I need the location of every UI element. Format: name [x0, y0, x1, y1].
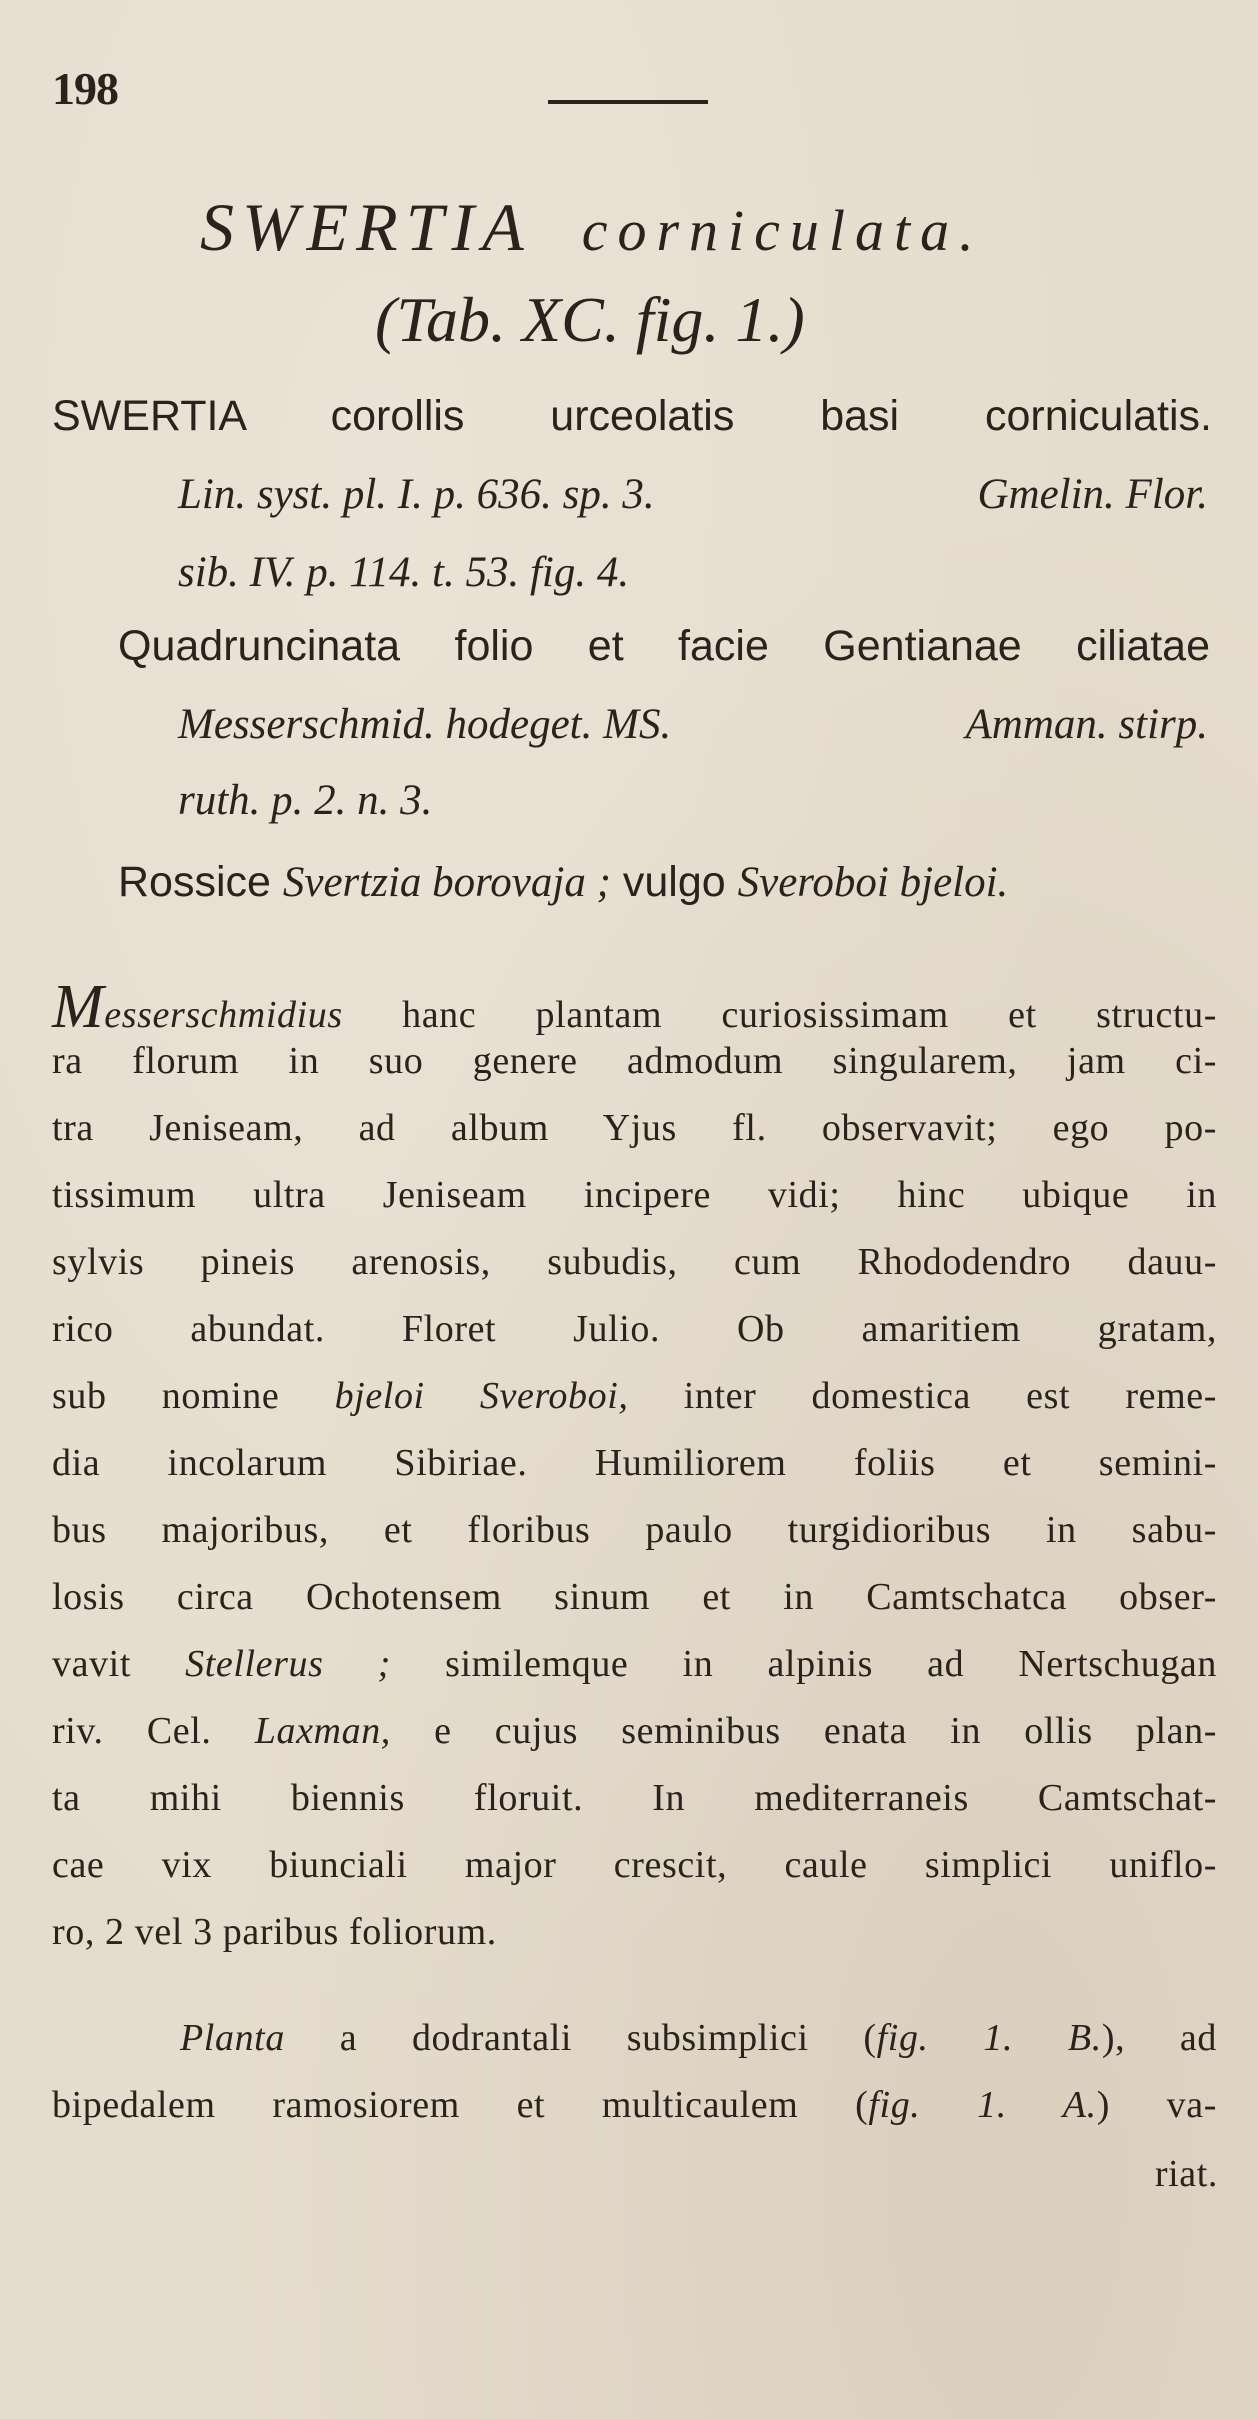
body-line-1: Messerschmidius hanc plantam curiosissimam et structu- — [52, 973, 1217, 1041]
header-rule — [548, 100, 708, 104]
plate-reference: (Tab. XC. fig. 1.) — [375, 284, 805, 355]
title-species: corniculata. — [581, 198, 984, 263]
body-line-5: sylvis pineis arenosis, subudis, cum Rhododendro dauu- — [52, 1241, 1217, 1283]
diagnosis-line-2: Lin. syst. pl. I. p. 636. sp. 3. Gmelin. Flor. — [178, 471, 1208, 518]
diagnosis-line-1: SWERTIA corollis urceolatis basi corniculatis. — [52, 392, 1212, 440]
body-line-15: ro, 2 vel 3 paribus foliorum. — [52, 1911, 497, 1953]
body-line-6: rico abundat. Floret Julio. Ob amaritiem gratam, — [52, 1308, 1217, 1350]
page-number: 198 — [52, 63, 118, 114]
body-line-11: vavit Stellerus ; similemque in alpinis ad Nertschugan — [52, 1643, 1217, 1685]
species-title — [200, 188, 984, 267]
vernacular-names: Rossice Svertzia borovaja ; vulgo Sveroboi bjeloi. — [118, 858, 1009, 906]
body-line-2: ra florum in suo genere admodum singularem, jam ci- — [52, 1040, 1217, 1082]
synonym-line-2: Messerschmid. hodeget. MS. Amman. stirp. — [178, 701, 1208, 748]
body-line-4: tissimum ultra Jeniseam incipere vidi; hinc ubique in — [52, 1174, 1217, 1216]
body-p2-line-1: Planta a dodrantali subsimplici (fig. 1. B.), ad — [180, 2017, 1218, 2059]
body-line-7: sub nomine bjeloi Sveroboi, inter domestica est reme- — [52, 1375, 1217, 1417]
body-line-10: losis circa Ochotensem sinum et in Camtschatca obser- — [52, 1576, 1217, 1618]
synonym-line-1: Quadruncinata folio et facie Gentianae ciliatae — [118, 622, 1210, 670]
synonym-line-3: ruth. p. 2. n. 3. — [178, 777, 433, 824]
body-line-9: bus majoribus, et floribus paulo turgidioribus in sabu- — [52, 1509, 1217, 1551]
body-line-12: riv. Cel. Laxman, e cujus seminibus enata in ollis plan- — [52, 1710, 1218, 1752]
drop-cap: M — [52, 973, 105, 1041]
body-line-13: ta mihi biennis floruit. In mediterraneis Camtschat- — [52, 1777, 1217, 1819]
body-line-14: cae vix biunciali major crescit, caule simplici uniflo- — [52, 1844, 1217, 1886]
title-genus: SWERTIA — [200, 189, 532, 265]
body-line-8: dia incolarum Sibiriae. Humiliorem foliis et semini- — [52, 1442, 1217, 1484]
diagnosis-line-3: sib. IV. p. 114. t. 53. fig. 4. — [178, 549, 630, 596]
body-p2-line-3: riat. — [1154, 2153, 1218, 2195]
body-p2-line-2: bipedalem ramosiorem et multicaulem (fig. 1. A.) va- — [52, 2084, 1218, 2126]
body-line-3: tra Jeniseam, ad album Yjus fl. observavit; ego po- — [52, 1107, 1217, 1149]
